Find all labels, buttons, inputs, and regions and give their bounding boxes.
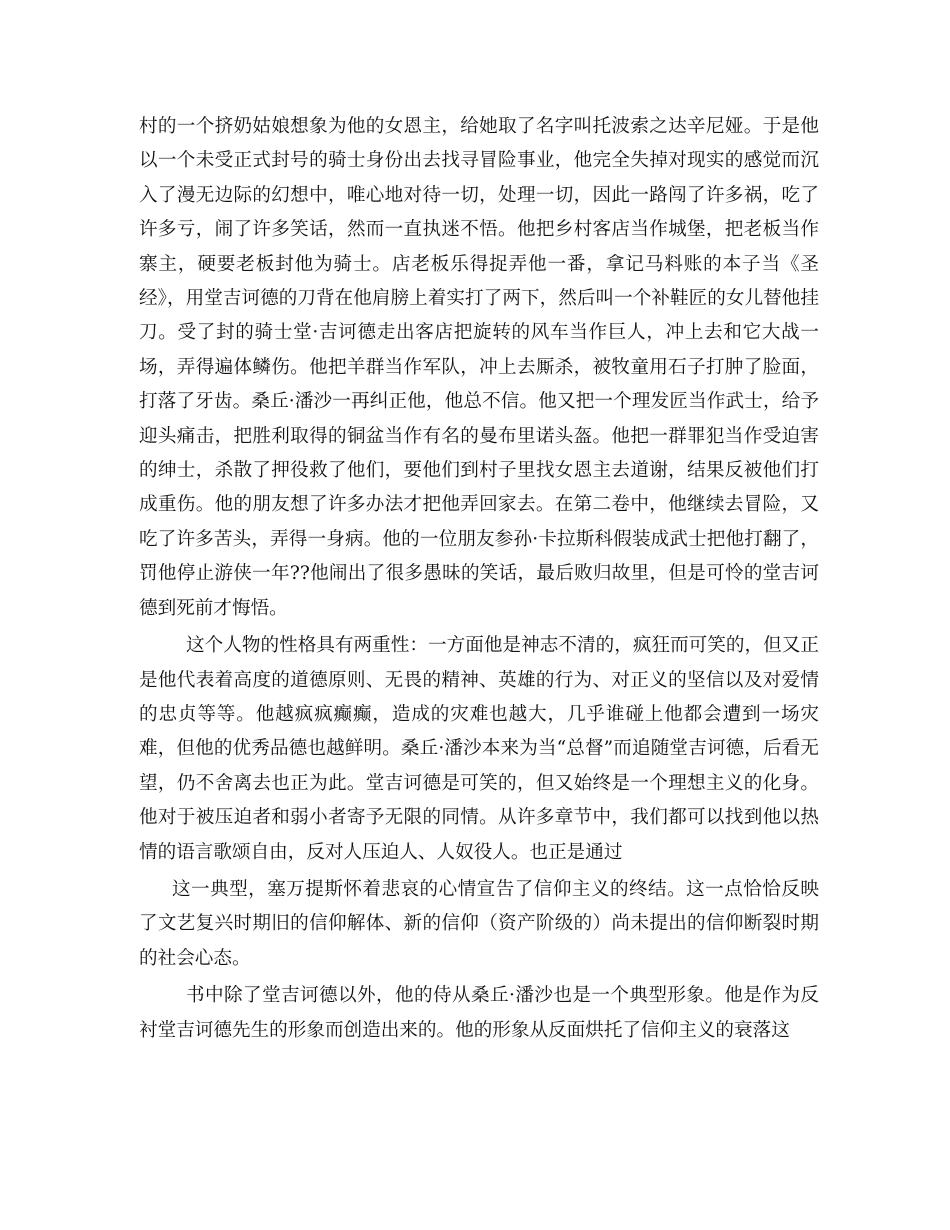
body-paragraph-2: 这个人物的性格具有两重性：一方面他是神志不清的，疯狂而可笑的，但又正是他代表着高度的道德原则、无畏的精神、英雄的行为、对正义的坚信以及对爱情的忠贞等等。他越疯疯癫癫，造成的灾难也越大，几乎谁碰上他都会遭到一场灾难，但他的优秀品德也越鲜明。桑丘·潘沙本来为当“总督”而追随堂吉诃德，后看无望，仍不舍离去也正为此。堂吉诃德是可笑的，但又始终是一个理想主义的化身。他对于被压迫者和弱小者寄予无限的同情。从许多章节中，我们都可以找到他以热情的语言歌颂自由，反对人压迫人、人奴役人。也正是通过 (139, 635, 819, 863)
body-paragraph-4: 书中除了堂吉诃德以外，他的侍从桑丘·潘沙也是一个典型形象。他是作为反衬堂吉诃德先生的形象而创造出来的。他的形象从反面烘托了信仰主义的衰落这 (139, 985, 819, 1041)
body-paragraph-1: 村的一个挤奶姑娘想象为他的女恩主，给她取了名字叫托波索之达辛尼娅。于是他以一个未受正式封号的骑士身份出去找寻冒险事业，他完全失掉对现实的感觉而沉入了漫无边际的幻想中，唯心地对待一切，处理一切，因此一路闯了许多祸，吃了许多亏，闹了许多笑话，然而一直执迷不悟。他把乡村客店当作城堡，把老板当作寨主，硬要老板封他为骑士。店老板乐得捉弄他一番，拿记马料账的本子当《圣经》，用堂吉诃德的刀背在他肩膀上着实打了两下，然后叫一个补鞋匠的女儿替他挂刀。受了封的骑士堂·吉诃德走出客店把旋转的风车当作巨人，冲上去和它大战一场，弄得遍体鳞伤。他把羊群当作军队，冲上去厮杀，被牧童用石子打肿了脸面，打落了牙齿。桑丘·潘沙一再纠正他，他总不信。他又把一个理发匠当作武士，给予迎头痛击，把胜利取得的铜盆当作有名的曼布里诺头盔。他把一群罪犯当作受迫害的绅士，杀散了押役救了他们，要他们到村子里找女恩主去道谢，结果反被他们打成重伤。他的朋友想了许多办法才把他弄回家去。在第二卷中，他继续去冒险，又吃了许多苦头，弄得一身病。他的一位朋友参孙·卡拉斯科假装成武士把他打翻了，罚他停止游侠一年??他闹出了很多愚昧的笑话，最后败归故里，但是可怜的堂吉诃德到死前才悔悟。 (139, 116, 819, 619)
body-paragraph-3: 这一典型，塞万提斯怀着悲哀的心情宣告了信仰主义的终结。这一点恰恰反映了文艺复兴时期旧的信仰解体、新的信仰（资产阶级的）尚未提出的信仰断裂时期的社会心态。 (139, 878, 819, 969)
document-page (139, 110, 819, 1048)
